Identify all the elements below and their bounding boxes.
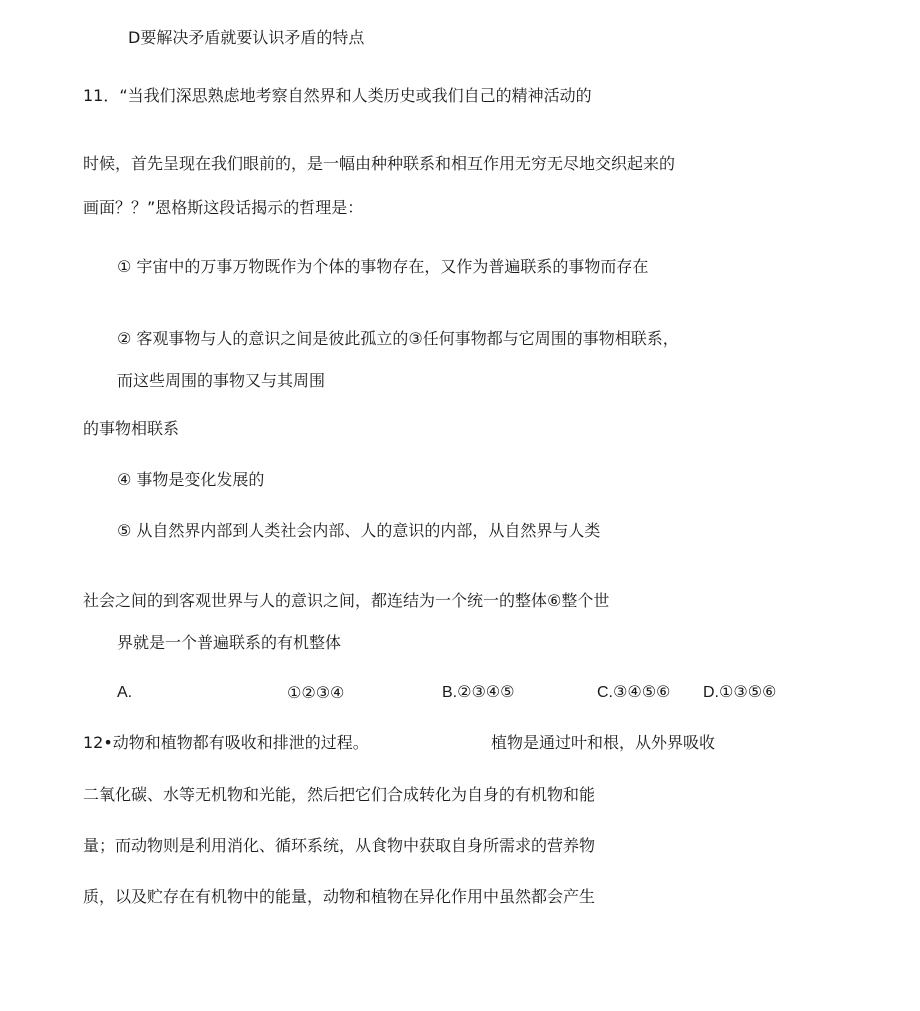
q11-item-4: ④ 事物是变化发展的 <box>117 470 265 489</box>
q11-item-3-end: 的事物相联系 <box>83 419 180 438</box>
q11-item-1: ① 宇宙中的万事万物既作为个体的事物存在，又作为普遍联系的事物而存在 <box>117 257 649 276</box>
q11-item-3-cont: 而这些周围的事物又与其周围 <box>117 371 326 390</box>
option-a-value: ①②③④ <box>287 683 345 702</box>
q11-item-5-6: 社会之间的到客观世界与人的意识之间，都连结为一个统一的整体⑥整个世 <box>83 591 610 610</box>
option-a-label: A. <box>117 684 133 701</box>
q12-stem-line1a: 12•动物和植物都有吸收和排泄的过程。 <box>83 733 369 752</box>
q11-stem-line2: 时候，首先呈现在我们眼前的，是一幅由种种联系和相互作用无穷无尽地交织起来的 <box>83 154 676 173</box>
q12-stem-line1b: 植物是通过叶和根，从外界吸收 <box>491 733 716 752</box>
q10-option-d: D要解决矛盾就要认识矛盾的特点 <box>128 28 365 47</box>
q11-item-2-3: ② 客观事物与人的意识之间是彼此孤立的③任何事物都与它周围的事物相联系， <box>117 329 679 348</box>
option-c: C.③④⑤⑥ <box>597 684 671 701</box>
option-d: D.①③⑤⑥ <box>703 684 777 701</box>
q12-stem-line3: 量；而动物则是利用消化、循环系统，从食物中获取自身所需求的营养物 <box>83 836 596 855</box>
q11-stem-line3: 画面？？”恩格斯这段话揭示的哲理是： <box>83 198 364 217</box>
q11-stem-line1: 11．“当我们深思熟虑地考察自然界和人类历史或我们自己的精神活动的 <box>83 86 592 105</box>
q11-item-6-end: 界就是一个普遍联系的有机整体 <box>117 633 342 652</box>
option-b: B.②③④⑤ <box>442 684 515 701</box>
q12-stem-line2: 二氧化碳、水等无机物和光能，然后把它们合成转化为自身的有机物和能 <box>83 785 596 804</box>
q12-stem-line4: 质，以及贮存在有机物中的能量，动物和植物在异化作用中虽然都会产生 <box>83 887 596 906</box>
q11-item-5: ⑤ 从自然界内部到人类社会内部、人的意识的内部，从自然界与人类 <box>117 521 601 540</box>
